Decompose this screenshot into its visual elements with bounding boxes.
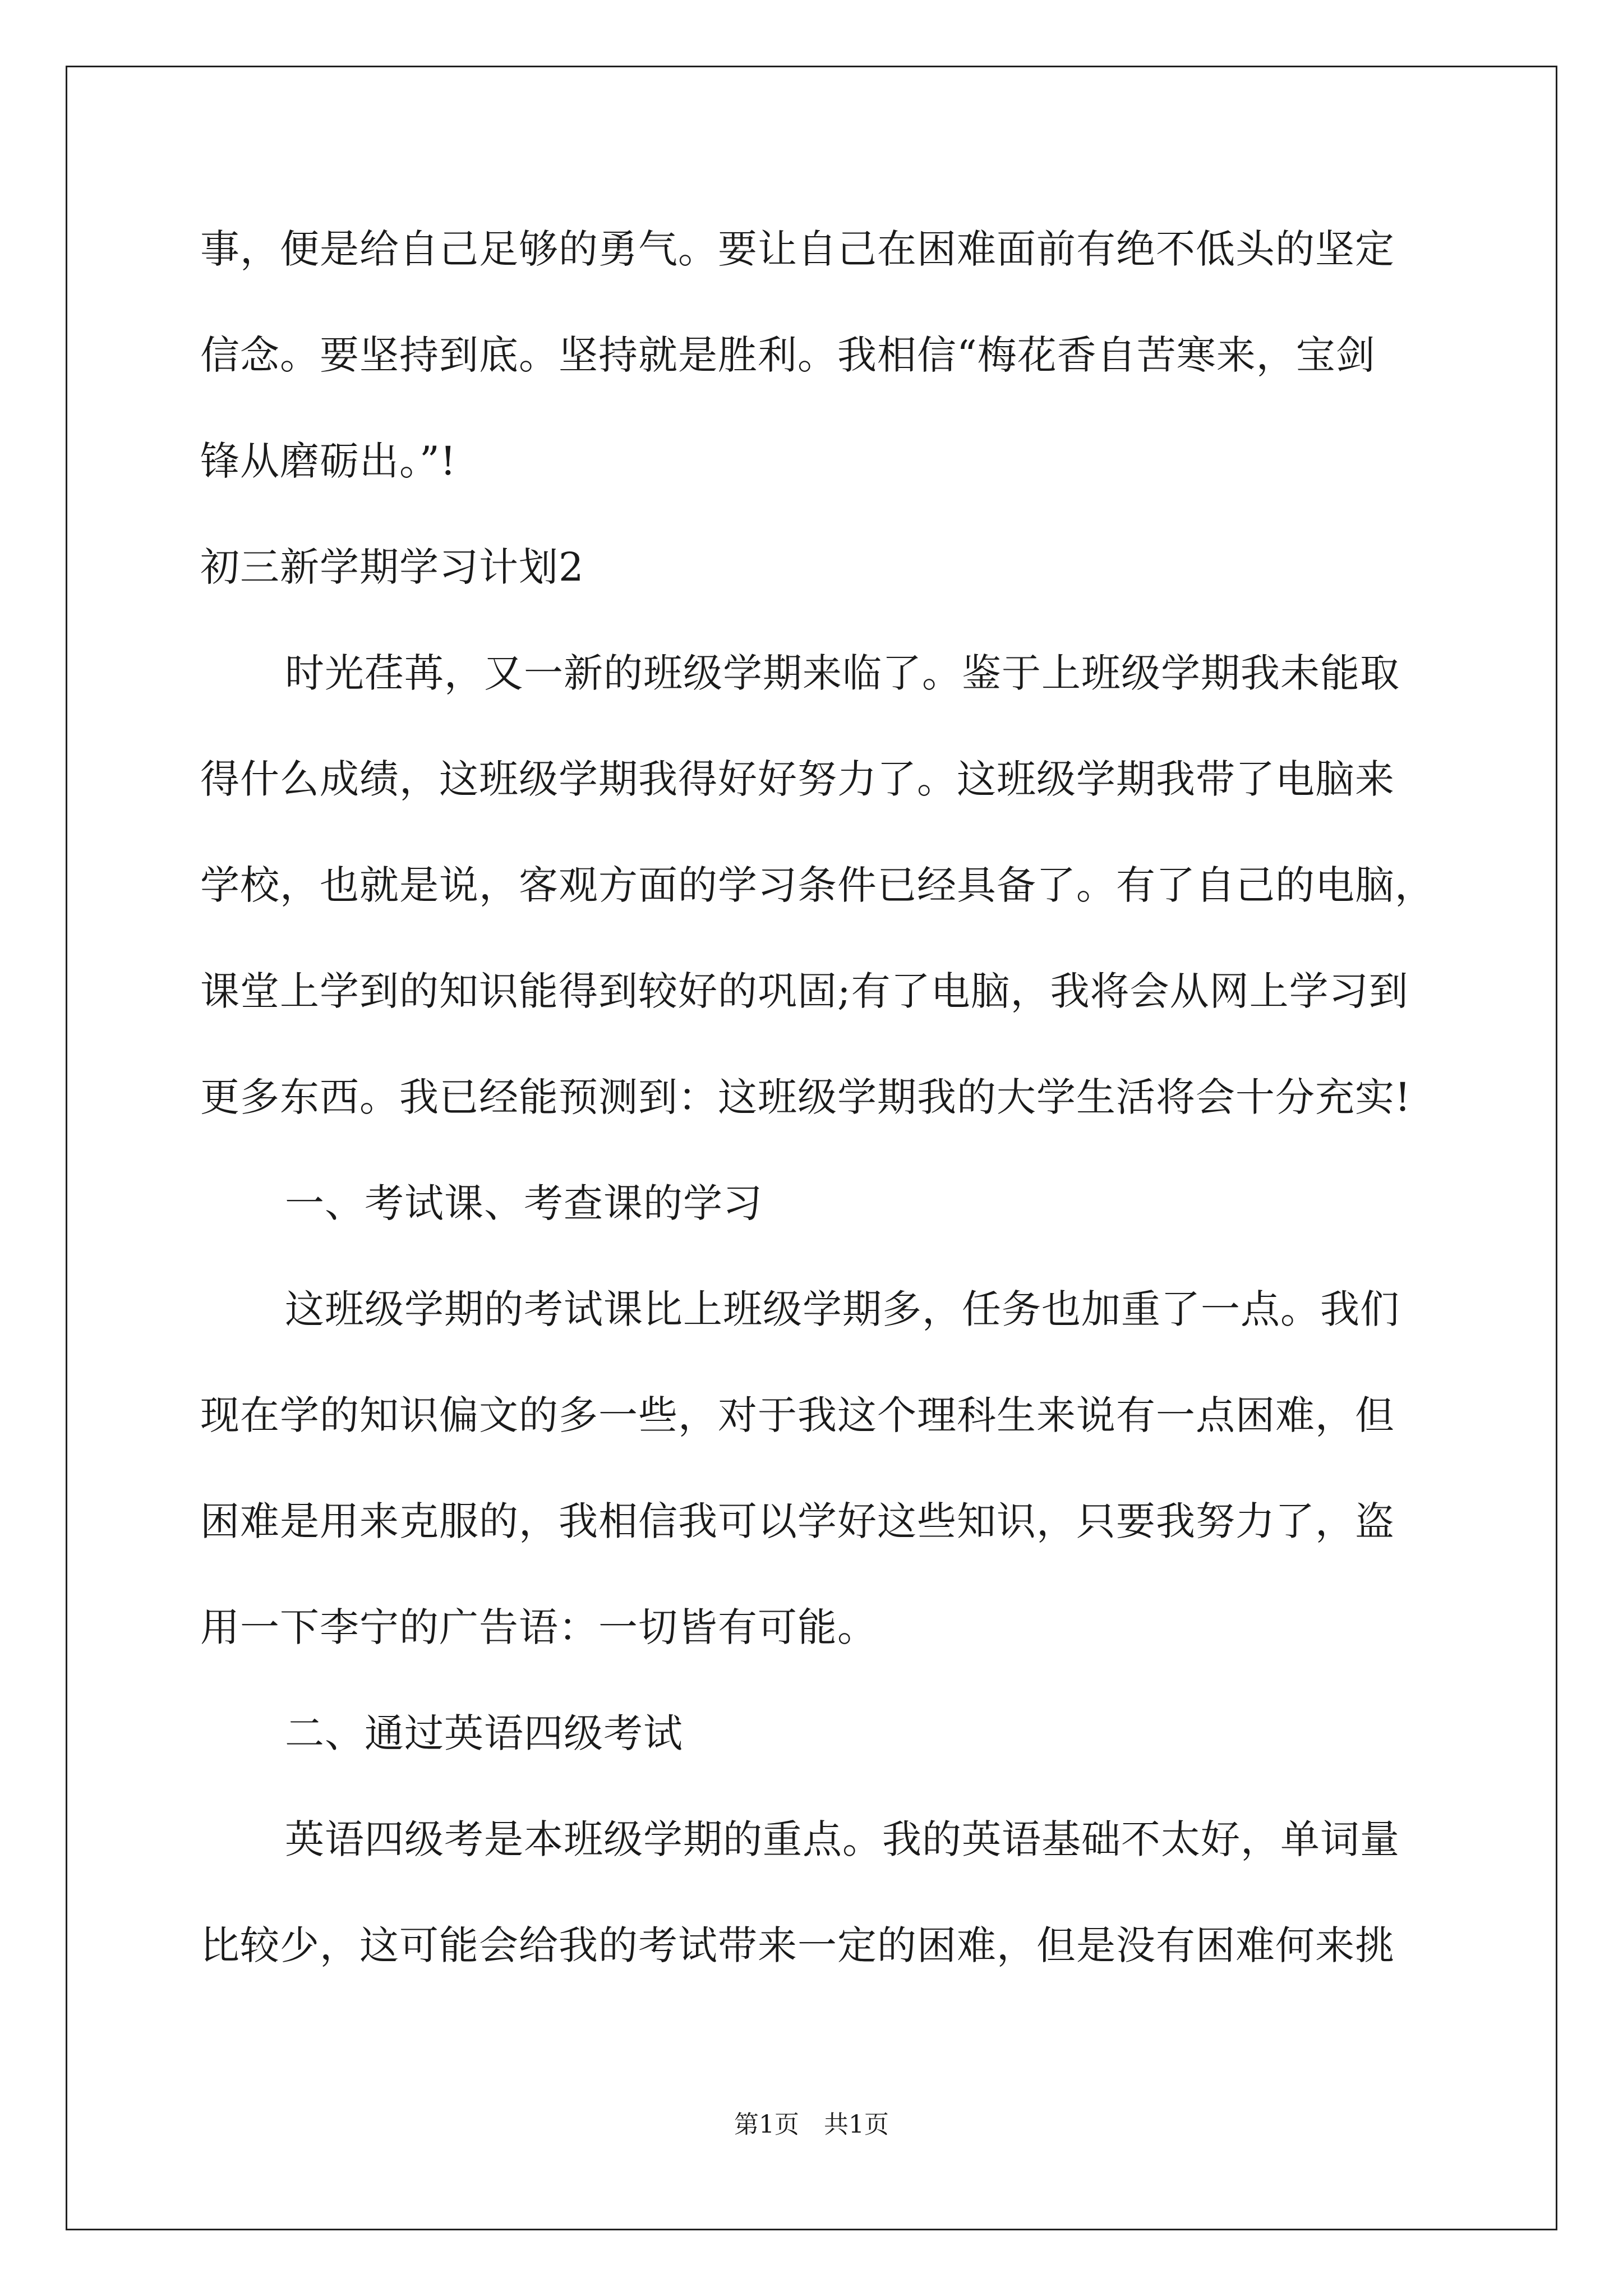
- body-line: 现在学的知识偏文的多一些，对于我这个理科生来说有一点困难，但: [200, 1392, 1395, 1438]
- subheading: 二、通过英语四级考试: [285, 1710, 683, 1756]
- subheading: 一、考试课、考查课的学习: [285, 1180, 763, 1226]
- page-number-footer: 第1页 共1页: [734, 2110, 889, 2139]
- body-line: 困难是用来克服的，我相信我可以学好这些知识，只要我努力了，盗: [200, 1498, 1395, 1544]
- section-title: 初三新学期学习计划2: [200, 544, 584, 590]
- body-line: 课堂上学到的知识能得到较好的巩固;有了电脑，我将会从网上学习到: [200, 968, 1409, 1014]
- page-border: [66, 66, 1557, 2230]
- body-line: 学校，也就是说，客观方面的学习条件已经具备了。有了自己的电脑，: [200, 862, 1435, 908]
- body-line: 事，便是给自己足够的勇气。要让自己在困难面前有绝不低头的坚定: [200, 226, 1395, 272]
- body-line: 锋从磨砺出。”!: [200, 438, 457, 484]
- body-line: 用一下李宁的广告语：一切皆有可能。: [200, 1604, 877, 1650]
- body-line: 信念。要坚持到底。坚持就是胜利。我相信“梅花香自苦寒来，宝剑: [200, 332, 1376, 378]
- body-line: 时光荏苒，又一新的班级学期来临了。鉴于上班级学期我未能取: [285, 650, 1400, 696]
- body-line: 英语四级考是本班级学期的重点。我的英语基础不太好，单词量: [285, 1816, 1400, 1862]
- body-line: 更多东西。我已经能预测到：这班级学期我的大学生活将会十分充实!: [200, 1074, 1412, 1120]
- body-line: 这班级学期的考试课比上班级学期多，任务也加重了一点。我们: [285, 1286, 1400, 1332]
- body-line: 比较少，这可能会给我的考试带来一定的困难，但是没有困难何来挑: [200, 1922, 1395, 1968]
- body-line: 得什么成绩，这班级学期我得好好努力了。这班级学期我带了电脑来: [200, 756, 1395, 802]
